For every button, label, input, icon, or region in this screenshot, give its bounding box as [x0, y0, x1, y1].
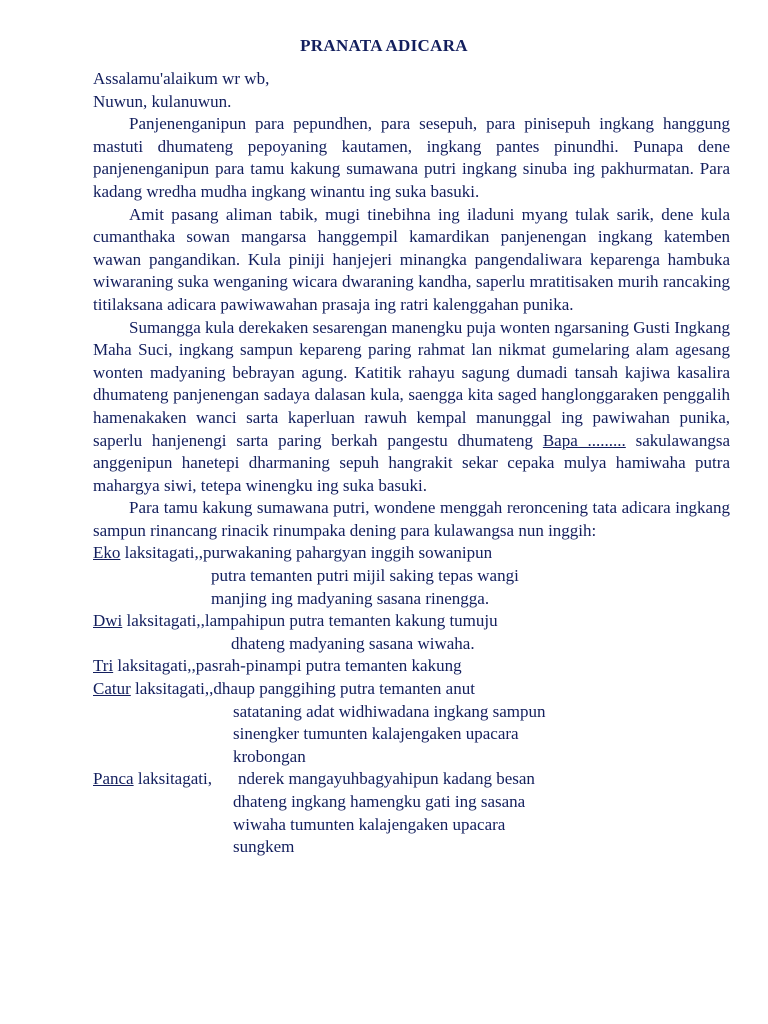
list-item-panca	[93, 768, 730, 858]
list-word-dwi: laksitagati,,	[126, 611, 205, 631]
list-label-catur: Catur	[93, 679, 131, 699]
list-line-catur-1: dhaup panggihing putra temanten anut	[213, 679, 475, 699]
paragraph-3-before: Sumangga kula derekaken sesarengan manengku puja wonten ngarsaning Gusti Ingkang Maha Suci, ingkang sampun kepareng paring rahmat lan nikmat gumelaring alam agesang wonten madyaning bebrayan agung. Katitik rahayu sagung dumadi tansah kajiwa kasalira dhumateng panjenengan sadaya dalasan kula, saengga kita saged hanglonggaraken penggalih hamenakaken wanci sarta kaperluan rawuh kempal manunggal ing pawiwahan punika, saperlu hanjenengi sarta paring berkah pangestu dhumateng	[93, 317, 730, 450]
list-word-eko: laksitagati,,	[124, 543, 204, 563]
document-body	[93, 68, 730, 859]
list-label-dwi: Dwi	[93, 611, 123, 631]
paragraph-4: Para tamu kakung sumawana putri, wondene menggah reroncening tata adicara ingkang sampun rinancang rinacik rinumpaka dening para kulawangsa nun inggih:	[93, 498, 730, 540]
list-word-tri: laksitagati,,	[117, 656, 196, 676]
paragraph-1: Panjenenganipun para pepundhen, para sesepuh, para pinisepuh ingkang hanggung mastuti dhumateng pepoyaning kautamen, ingkang pantes pinundhi. Punapa dene panjenenganipun para tamu kakung sumawana putri ingkang sinuba ing pakhurmatan. Para kadang wredha mudha ingkang winantu ing suka basuki.	[93, 114, 730, 201]
list-label-panca: Panca	[93, 769, 134, 789]
list-item-catur	[93, 678, 730, 768]
list-line-catur-2: satataning adat widhiwadana ingkang sampun	[233, 701, 546, 721]
list-line-dwi-2: dhateng madyaning sasana wiwaha.	[231, 633, 475, 653]
list-line-panca-4: sungkem	[233, 837, 295, 857]
list-word-catur: laksitagati,,	[135, 679, 214, 699]
list-label-eko: Eko	[93, 543, 121, 563]
paragraph-3-after: sakulawangsa anggenipun hanetepi dharmaning sepuh hangrakit sekar cepaka mulya hamiwaha putra mahargya siwi, tetepa winengku ing suka basuki.	[93, 430, 730, 495]
list-line-catur-3: sinengker tumunten kalajengaken upacara	[233, 724, 519, 744]
list-line-tri-1: pasrah-pinampi putra temanten kakung	[195, 656, 462, 676]
list-item-tri	[93, 655, 730, 678]
list-line-panca-1: nderek mangayuhbagyahipun kadang besan	[237, 769, 535, 789]
greeting-line-1: Assalamu'alaikum wr wb,	[93, 69, 270, 88]
list-line-eko-3: manjing ing madyaning sasana rinengga.	[211, 588, 490, 608]
list-line-catur-4: krobongan	[233, 746, 306, 766]
list-item-dwi	[93, 610, 730, 655]
list-item-eko	[93, 542, 730, 610]
paragraph-3	[93, 317, 730, 498]
paragraph-2: Amit pasang aliman tabik, mugi tinebihna ing iladuni myang tulak sarik, dene kula cumanthaka sowan mangarsa hanggempil kamardikan panjenengan ingkang katemben wawan pangandikan. Kula piniji hanjejeri minangka pangendaliwara keparenga hambuka wiwaraning suka wenganing wicara dwaraning kandha, saperlu mratitisaken murih rancaking titilaksana adicara pawiwawahan prasaja ing ratri kalenggahan punika.	[93, 204, 730, 314]
greeting-line-2: Nuwun, kulanuwun.	[93, 91, 232, 111]
list-line-dwi-1: lampahipun putra temanten kakung tumuju	[204, 611, 498, 631]
list-word-panca: laksitagati,	[137, 769, 212, 789]
document-title: PRANATA ADICARA	[300, 36, 468, 55]
list-line-eko-1: purwakaning pahargyan inggih sowanipun	[203, 543, 493, 563]
list-line-panca-3: wiwaha tumunten kalajengaken upacara	[233, 814, 506, 834]
list-line-panca-2: dhateng ingkang hamengku gati ing sasana	[233, 792, 526, 811]
list-label-tri: Tri	[93, 656, 114, 676]
list-line-eko-2: putra temanten putri mijil saking tepas wangi	[211, 566, 519, 586]
bapa-placeholder: Bapa .........	[542, 430, 626, 450]
